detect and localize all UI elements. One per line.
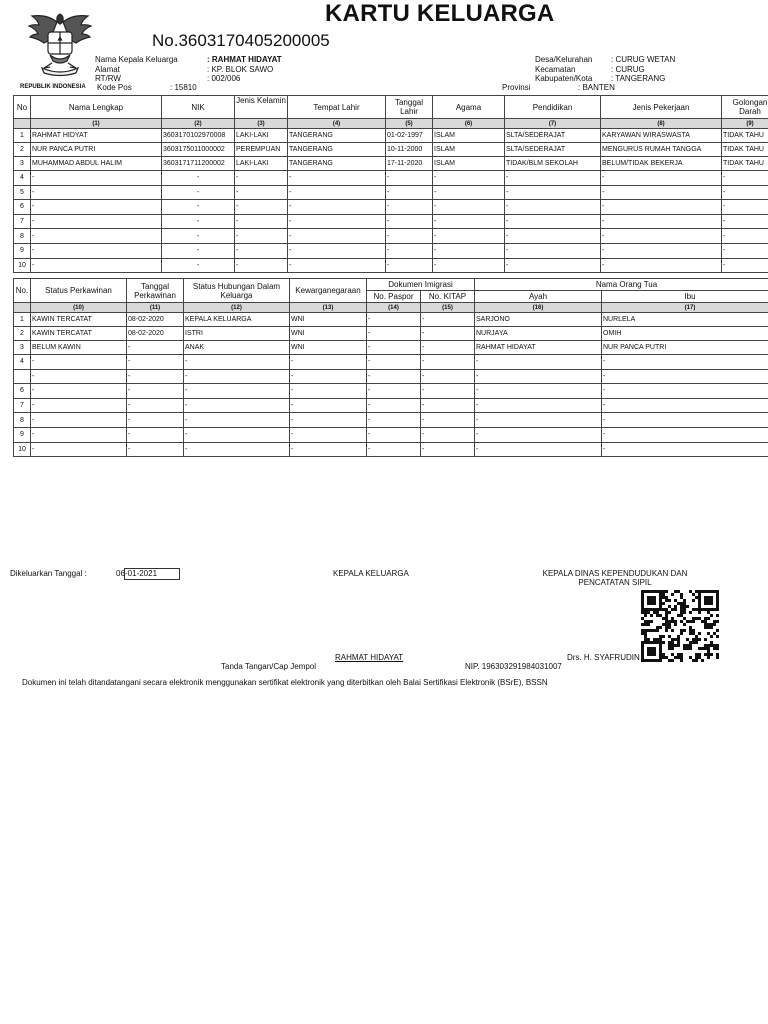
table-row bbox=[14, 243, 768, 258]
table-cell: - bbox=[31, 200, 162, 215]
table-cell: - bbox=[475, 442, 602, 457]
table-row bbox=[14, 185, 768, 200]
table-cell: - bbox=[127, 427, 184, 442]
table-cell: - bbox=[421, 398, 475, 413]
table-cell: 3603170102970008 bbox=[162, 129, 235, 143]
table-cell: - bbox=[184, 398, 290, 413]
table-cell: SARJONO bbox=[475, 313, 602, 327]
table-cell: - bbox=[433, 229, 505, 244]
table-cell: - bbox=[602, 413, 768, 428]
table-cell: - bbox=[475, 427, 602, 442]
table-cell: 7 bbox=[14, 398, 31, 413]
table-cell: 08-02-2020 bbox=[127, 313, 184, 327]
table-cell: - bbox=[290, 369, 367, 384]
table-cell: TIDAK TAHU bbox=[722, 129, 768, 143]
table-cell: - bbox=[505, 171, 601, 186]
table-cell: WNI bbox=[290, 341, 367, 355]
table-cell: - bbox=[235, 214, 288, 229]
table-cell: - bbox=[184, 442, 290, 457]
issued-date-label: Dikeluarkan Tanggal : bbox=[10, 569, 87, 578]
qr-code-icon bbox=[638, 590, 722, 664]
village-label: Desa/Kelurahan bbox=[535, 55, 593, 64]
table-cell: - bbox=[367, 384, 421, 399]
table-cell: - bbox=[235, 258, 288, 273]
table-cell: - bbox=[386, 229, 433, 244]
index-cell: (15) bbox=[421, 303, 475, 313]
table-cell: - bbox=[127, 369, 184, 384]
emblem-caption: REPUBLIK INDONESIA bbox=[20, 84, 86, 90]
garuda-emblem-icon bbox=[26, 8, 94, 78]
index-cell: (13) bbox=[290, 303, 367, 313]
table-cell: - bbox=[602, 355, 768, 370]
table-cell: LAKI-LAKI bbox=[235, 157, 288, 171]
table-cell: - bbox=[290, 398, 367, 413]
village-value: : CURUG WETAN bbox=[611, 55, 676, 64]
table-cell: 3 bbox=[14, 157, 31, 171]
table-row bbox=[14, 384, 768, 399]
col-kewarganegaraan: Kewarganegaraan bbox=[290, 279, 367, 303]
table-row bbox=[14, 398, 768, 413]
table-cell: - bbox=[367, 313, 421, 327]
table-cell: NUR PANCA PUTRI bbox=[31, 143, 162, 157]
postcode-value: : 15810 bbox=[170, 83, 197, 92]
table-cell: 10 bbox=[14, 442, 31, 457]
table-cell: - bbox=[288, 229, 386, 244]
col-jenis-pekerjaan: Jenis Pekerjaan bbox=[601, 96, 722, 119]
table-cell bbox=[14, 369, 31, 384]
table-cell: TIDAK/BLM SEKOLAH bbox=[505, 157, 601, 171]
table-cell: - bbox=[722, 185, 768, 200]
table-cell: 6 bbox=[14, 384, 31, 399]
kepala-dinas-name: Drs. H. SYAFRUDIN bbox=[567, 653, 640, 662]
col-status-perkawinan: Status Perkawinan bbox=[31, 279, 127, 303]
table-cell: - bbox=[288, 171, 386, 186]
table-cell: BELUM/TIDAK BEKERJA bbox=[601, 157, 722, 171]
table-cell: - bbox=[601, 229, 722, 244]
table-cell: 3603171711200002 bbox=[162, 157, 235, 171]
table-cell: - bbox=[235, 200, 288, 215]
table-row bbox=[14, 369, 768, 384]
address-value: : KP. BLOK SAWO bbox=[207, 65, 274, 74]
table-cell: 4 bbox=[14, 355, 31, 370]
table-cell: - bbox=[475, 369, 602, 384]
table-cell: - bbox=[127, 442, 184, 457]
kepala-dinas-label: KEPALA DINAS KEPENDUDUKAN DAN PENCATATAN SIPIL bbox=[542, 569, 688, 587]
table-cell: - bbox=[421, 413, 475, 428]
table-cell: - bbox=[505, 243, 601, 258]
table-row bbox=[14, 327, 768, 341]
table-cell: RAHMAT HIDYAT bbox=[31, 129, 162, 143]
table-cell: - bbox=[475, 384, 602, 399]
table-cell: - bbox=[602, 427, 768, 442]
col-ibu: Ibu bbox=[602, 291, 768, 303]
index-cell: (7) bbox=[505, 119, 601, 129]
table-cell: 6 bbox=[14, 200, 31, 215]
table-cell: - bbox=[601, 200, 722, 215]
table-cell: - bbox=[505, 200, 601, 215]
table-cell: - bbox=[505, 258, 601, 273]
table-cell: - bbox=[162, 243, 235, 258]
table-row bbox=[14, 413, 768, 428]
table-cell: KAWIN TERCATAT bbox=[31, 327, 127, 341]
table-cell: MENGURUS RUMAH TANGGA bbox=[601, 143, 722, 157]
table-cell: - bbox=[386, 200, 433, 215]
table-cell: - bbox=[722, 229, 768, 244]
table-cell: 10 bbox=[14, 258, 31, 273]
col-nik: NIK bbox=[162, 96, 235, 119]
table-cell: - bbox=[31, 229, 162, 244]
table-cell: - bbox=[184, 355, 290, 370]
table-cell: - bbox=[31, 355, 127, 370]
table-row bbox=[14, 427, 768, 442]
table-cell: 9 bbox=[14, 427, 31, 442]
col-ayah: Ayah bbox=[475, 291, 602, 303]
rtrw-value: : 002/006 bbox=[207, 74, 241, 83]
table-cell: - bbox=[31, 258, 162, 273]
index-cell: (14) bbox=[367, 303, 421, 313]
table-cell: 1 bbox=[14, 129, 31, 143]
table-cell: - bbox=[184, 384, 290, 399]
index-cell: (9) bbox=[722, 119, 768, 129]
col-tanggal-perkawinan: Tanggal Perkawinan bbox=[127, 279, 184, 303]
col-nama-orang-tua: Nama Orang Tua bbox=[475, 279, 768, 291]
table-cell: - bbox=[421, 427, 475, 442]
table-cell: - bbox=[290, 355, 367, 370]
head-name-value: : RAHMAT HIDAYAT bbox=[207, 55, 282, 64]
col-no-2: No. bbox=[14, 279, 31, 303]
table-cell: KAWIN TERCATAT bbox=[31, 313, 127, 327]
electronic-signature-disclaimer: Dokumen ini telah ditandatangani secara elektronik menggunakan sertifikat elektronik yang diterbitkan oleh Balai Sertifikasi Elektronik (BSrE), BSSN bbox=[22, 678, 548, 687]
table-cell: - bbox=[421, 369, 475, 384]
col-dokumen-imigrasi: Dokumen Imigrasi bbox=[367, 279, 475, 291]
table-cell: - bbox=[162, 200, 235, 215]
table-cell: NURJAYA bbox=[475, 327, 602, 341]
table-cell: - bbox=[602, 384, 768, 399]
table-cell: - bbox=[367, 398, 421, 413]
col-agama: Agama bbox=[433, 96, 505, 119]
table-cell: - bbox=[367, 427, 421, 442]
index-cell: (5) bbox=[386, 119, 433, 129]
table-cell: - bbox=[386, 214, 433, 229]
table-cell: 2 bbox=[14, 327, 31, 341]
status-parents-table bbox=[13, 278, 768, 457]
col-golongan-darah: Golongan Darah bbox=[722, 96, 768, 119]
kepala-keluarga-name: RAHMAT HIDAYAT bbox=[335, 653, 404, 662]
nip-value: NIP. 196303291984031007 bbox=[465, 662, 562, 671]
table-cell: - bbox=[475, 413, 602, 428]
table-row bbox=[14, 171, 768, 186]
table-cell: 5 bbox=[14, 185, 31, 200]
head-name-label: Nama Kepala Keluarga bbox=[95, 55, 178, 64]
table-cell: - bbox=[505, 214, 601, 229]
table-cell: TIDAK TAHU bbox=[722, 143, 768, 157]
family-members-table bbox=[13, 95, 768, 273]
table-cell: - bbox=[433, 200, 505, 215]
table-cell: - bbox=[290, 442, 367, 457]
index-cell: (1) bbox=[31, 119, 162, 129]
address-label: Alamat bbox=[95, 65, 120, 74]
col-nama-lengkap: Nama Lengkap bbox=[31, 96, 162, 119]
table-cell: - bbox=[235, 243, 288, 258]
index-cell: (10) bbox=[31, 303, 127, 313]
index-cell: (12) bbox=[184, 303, 290, 313]
table-cell: - bbox=[367, 413, 421, 428]
table-cell: - bbox=[31, 214, 162, 229]
table-cell: RAHMAT HIDAYAT bbox=[475, 341, 602, 355]
table-cell: 01-02-1997 bbox=[386, 129, 433, 143]
table-cell: - bbox=[601, 185, 722, 200]
table-cell: - bbox=[31, 442, 127, 457]
table-cell: KEPALA KELUARGA bbox=[184, 313, 290, 327]
table-cell: - bbox=[127, 341, 184, 355]
rtrw-label: RT/RW bbox=[95, 74, 121, 83]
table-row bbox=[14, 129, 768, 143]
table-cell: - bbox=[127, 355, 184, 370]
table-cell: - bbox=[290, 413, 367, 428]
table-cell: 9 bbox=[14, 243, 31, 258]
table-cell: - bbox=[184, 413, 290, 428]
table-row bbox=[14, 313, 768, 327]
table-cell: - bbox=[722, 200, 768, 215]
issued-date-prefix: 06 bbox=[116, 569, 125, 578]
table-cell: - bbox=[601, 171, 722, 186]
table-cell: - bbox=[31, 185, 162, 200]
table-cell: - bbox=[475, 398, 602, 413]
district-label: Kecamatan bbox=[535, 65, 576, 74]
table-row bbox=[14, 258, 768, 273]
table-cell: - bbox=[235, 171, 288, 186]
table-row bbox=[14, 341, 768, 355]
table-cell: - bbox=[162, 214, 235, 229]
table-row bbox=[14, 157, 768, 171]
table-cell: KARYAWAN WIRASWASTA bbox=[601, 129, 722, 143]
table-row bbox=[14, 442, 768, 457]
table-cell: - bbox=[31, 427, 127, 442]
table-cell: - bbox=[288, 258, 386, 273]
table-cell: - bbox=[127, 384, 184, 399]
table-cell: 4 bbox=[14, 171, 31, 186]
table-cell: - bbox=[367, 442, 421, 457]
table-cell: - bbox=[31, 243, 162, 258]
table-cell: - bbox=[421, 313, 475, 327]
table-cell: 3 bbox=[14, 341, 31, 355]
table-row bbox=[14, 200, 768, 215]
regency-label: Kabupaten/Kota bbox=[535, 74, 593, 83]
table-cell: - bbox=[31, 398, 127, 413]
table-cell: 3603175011000002 bbox=[162, 143, 235, 157]
table-cell: - bbox=[722, 258, 768, 273]
col-tempat-lahir: Tempat Lahir bbox=[288, 96, 386, 119]
table-cell: - bbox=[421, 327, 475, 341]
col-no: No bbox=[14, 96, 31, 119]
kk-number: No.3603170405200005 bbox=[152, 31, 330, 50]
table-cell: - bbox=[162, 185, 235, 200]
table-cell: SLTA/SEDERAJAT bbox=[505, 129, 601, 143]
province-label: Provinsi bbox=[502, 83, 531, 92]
table-cell: - bbox=[367, 341, 421, 355]
col-tanggal-lahir: Tanggal Lahir bbox=[386, 96, 433, 119]
table-cell: - bbox=[162, 229, 235, 244]
table-cell: - bbox=[421, 384, 475, 399]
table-cell: 7 bbox=[14, 214, 31, 229]
table-cell: - bbox=[601, 258, 722, 273]
table-cell: - bbox=[184, 427, 290, 442]
table-cell: NURLELA bbox=[602, 313, 768, 327]
table-cell: - bbox=[367, 327, 421, 341]
issued-date-value: -01-2021 bbox=[124, 568, 180, 580]
table-cell: ANAK bbox=[184, 341, 290, 355]
table-cell: - bbox=[475, 355, 602, 370]
table-cell: ISLAM bbox=[433, 157, 505, 171]
table-cell: - bbox=[386, 185, 433, 200]
table-row bbox=[14, 143, 768, 157]
table-cell: - bbox=[602, 442, 768, 457]
table-cell: - bbox=[433, 243, 505, 258]
table-cell: - bbox=[31, 171, 162, 186]
table-cell: 8 bbox=[14, 229, 31, 244]
table-cell: - bbox=[505, 229, 601, 244]
table-cell: - bbox=[722, 171, 768, 186]
province-value: : BANTEN bbox=[578, 83, 615, 92]
col-jenis-kelamin: Jenis Kelamin bbox=[235, 96, 288, 119]
table-cell: 08-02-2020 bbox=[127, 327, 184, 341]
table-cell: - bbox=[367, 355, 421, 370]
table-cell: - bbox=[162, 258, 235, 273]
table-cell: 17-11-2020 bbox=[386, 157, 433, 171]
table-cell: - bbox=[386, 258, 433, 273]
table-cell: - bbox=[31, 413, 127, 428]
table-cell: LAKI-LAKI bbox=[235, 129, 288, 143]
table-cell: - bbox=[601, 243, 722, 258]
table-cell: TIDAK TAHU bbox=[722, 157, 768, 171]
table-cell: WNI bbox=[290, 327, 367, 341]
table-cell: TANGERANG bbox=[288, 143, 386, 157]
index-cell: (8) bbox=[601, 119, 722, 129]
table-cell: ISTRI bbox=[184, 327, 290, 341]
table-cell: ISLAM bbox=[433, 129, 505, 143]
table-cell: - bbox=[421, 341, 475, 355]
col-pendidikan: Pendidikan bbox=[505, 96, 601, 119]
table-cell: NUR PANCA PUTRI bbox=[602, 341, 768, 355]
table-cell: - bbox=[288, 200, 386, 215]
district-value: : CURUG bbox=[611, 65, 645, 74]
table-cell: - bbox=[127, 398, 184, 413]
table-cell: - bbox=[162, 171, 235, 186]
table-cell: - bbox=[235, 229, 288, 244]
regency-value: : TANGERANG bbox=[611, 74, 666, 83]
table-cell: - bbox=[31, 384, 127, 399]
table-cell: - bbox=[505, 185, 601, 200]
table-cell: - bbox=[433, 214, 505, 229]
table-cell: ISLAM bbox=[433, 143, 505, 157]
document-title: KARTU KELUARGA bbox=[325, 0, 555, 27]
table-cell: - bbox=[184, 369, 290, 384]
table-cell: PEREMPUAN bbox=[235, 143, 288, 157]
index-cell: (3) bbox=[235, 119, 288, 129]
table-cell: - bbox=[31, 369, 127, 384]
table-cell: - bbox=[433, 185, 505, 200]
index-cell: (17) bbox=[602, 303, 768, 313]
table-row bbox=[14, 214, 768, 229]
table-cell: OMIH bbox=[602, 327, 768, 341]
table-cell: 10-11-2000 bbox=[386, 143, 433, 157]
table-cell: - bbox=[290, 384, 367, 399]
table-row bbox=[14, 355, 768, 370]
index-cell: (16) bbox=[475, 303, 602, 313]
table-cell: - bbox=[367, 369, 421, 384]
table-cell: 8 bbox=[14, 413, 31, 428]
table-cell: - bbox=[386, 171, 433, 186]
table-cell: TANGERANG bbox=[288, 157, 386, 171]
table-cell: - bbox=[421, 442, 475, 457]
table-cell: TANGERANG bbox=[288, 129, 386, 143]
table-cell: BELUM KAWIN bbox=[31, 341, 127, 355]
kepala-keluarga-label: KEPALA KELUARGA bbox=[333, 569, 409, 578]
table-cell: MUHAMMAD ABDUL HALIM bbox=[31, 157, 162, 171]
table-cell: - bbox=[722, 243, 768, 258]
table-cell: - bbox=[722, 214, 768, 229]
table-cell: - bbox=[290, 427, 367, 442]
index-cell bbox=[14, 303, 31, 313]
table-cell: - bbox=[433, 258, 505, 273]
index-cell bbox=[14, 119, 31, 129]
col-no-paspor: No. Paspor bbox=[367, 291, 421, 303]
table-cell: 2 bbox=[14, 143, 31, 157]
index-cell: (11) bbox=[127, 303, 184, 313]
table-cell: - bbox=[288, 185, 386, 200]
table-cell: WNI bbox=[290, 313, 367, 327]
table-cell: - bbox=[288, 214, 386, 229]
index-cell: (6) bbox=[433, 119, 505, 129]
col-hubungan-keluarga: Status Hubungan Dalam Keluarga bbox=[184, 279, 290, 303]
table-cell: - bbox=[602, 398, 768, 413]
table-cell: - bbox=[433, 171, 505, 186]
index-cell: (4) bbox=[288, 119, 386, 129]
table-cell: - bbox=[288, 243, 386, 258]
table-cell: - bbox=[235, 185, 288, 200]
table-cell: - bbox=[127, 413, 184, 428]
table-cell: - bbox=[602, 369, 768, 384]
table-row bbox=[14, 229, 768, 244]
postcode-label: Kode Pos bbox=[97, 83, 132, 92]
table-cell: - bbox=[386, 243, 433, 258]
col-no-kitap: No. KITAP bbox=[421, 291, 475, 303]
table-cell: 1 bbox=[14, 313, 31, 327]
index-cell: (2) bbox=[162, 119, 235, 129]
table-cell: - bbox=[421, 355, 475, 370]
table-cell: - bbox=[601, 214, 722, 229]
table-cell: SLTA/SEDERAJAT bbox=[505, 143, 601, 157]
signature-caption: Tanda Tangan/Cap Jempol bbox=[221, 662, 317, 671]
